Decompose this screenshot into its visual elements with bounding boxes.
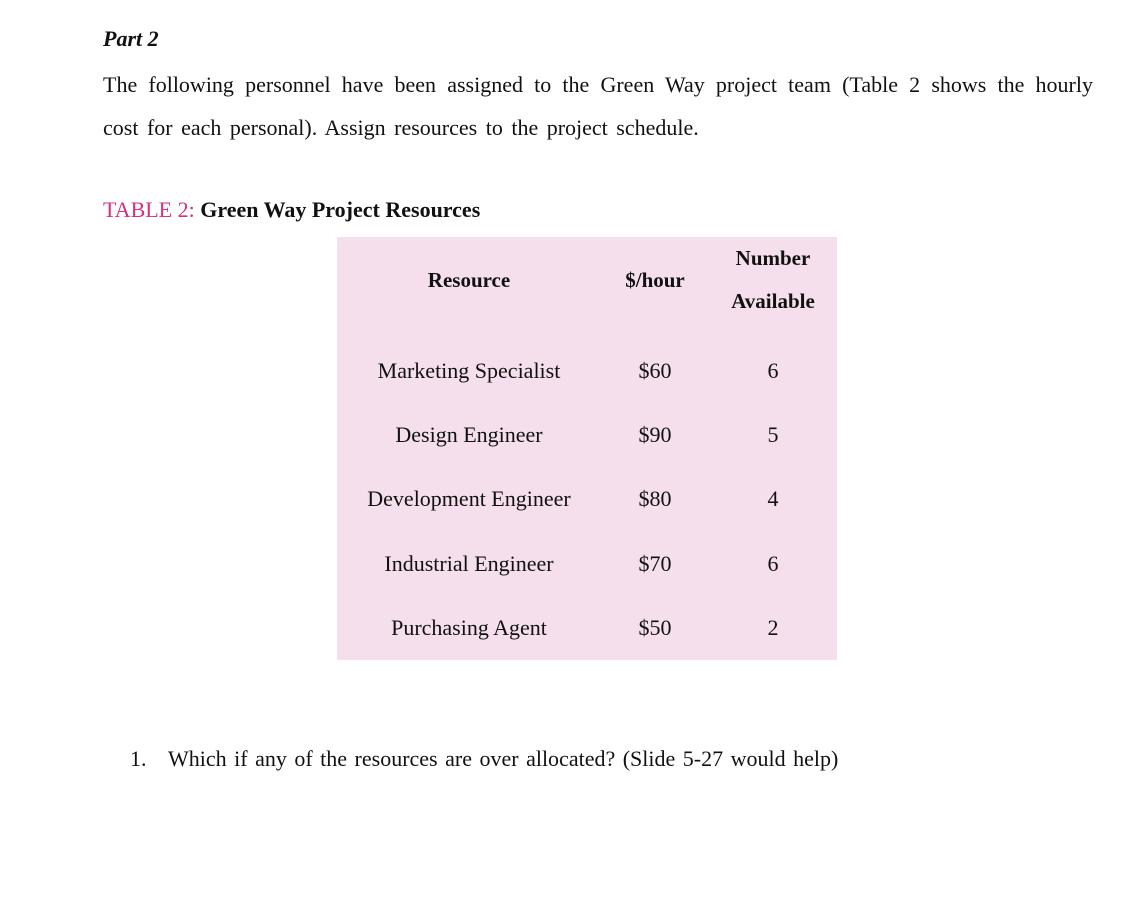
table-row [337, 467, 837, 531]
header-rate: $/hour [625, 267, 685, 292]
question-1 [130, 746, 838, 772]
intro-paragraph: The following personnel have been assigned to the Green Way project team (Table 2 shows the hourly cost for each personal). Assign resources to the project schedule. [103, 72, 1093, 140]
cell-rate: $80 [638, 486, 672, 512]
table-row [337, 339, 837, 403]
table-header-row [337, 237, 837, 323]
table-caption-title: Green Way Project Resources [200, 197, 481, 222]
table-spacer-row [337, 323, 837, 339]
cell-available: 6 [767, 358, 779, 384]
cell-resource: Industrial Engineer [384, 550, 554, 576]
header-number-line2: Available [731, 289, 815, 313]
table-caption-label: TABLE 2: [103, 197, 195, 222]
cell-rate: $70 [638, 550, 672, 576]
cell-resource: Development Engineer [367, 486, 571, 512]
table-row [337, 596, 837, 660]
table-row [337, 403, 837, 467]
cell-resource: Purchasing Agent [391, 614, 547, 640]
cell-rate: $50 [638, 614, 672, 640]
cell-resource: Design Engineer [395, 422, 543, 448]
table-row [337, 532, 837, 596]
cell-available: 4 [767, 486, 779, 512]
cell-resource: Marketing Specialist [377, 358, 561, 384]
cell-rate: $60 [638, 358, 672, 384]
part-title: Part 2 [103, 26, 159, 51]
question-number: 1. [130, 746, 147, 771]
header-number-line1: Number [735, 246, 811, 270]
header-number-available [709, 237, 837, 323]
cell-available: 6 [767, 550, 779, 576]
table-caption [103, 197, 480, 223]
cell-available: 2 [767, 614, 779, 640]
resources-table [337, 237, 837, 660]
cell-available: 5 [767, 422, 779, 448]
question-text: Which if any of the resources are over allocated? (Slide 5-27 would help) [168, 746, 839, 771]
header-resource: Resource [427, 267, 511, 292]
cell-rate: $90 [638, 422, 672, 448]
